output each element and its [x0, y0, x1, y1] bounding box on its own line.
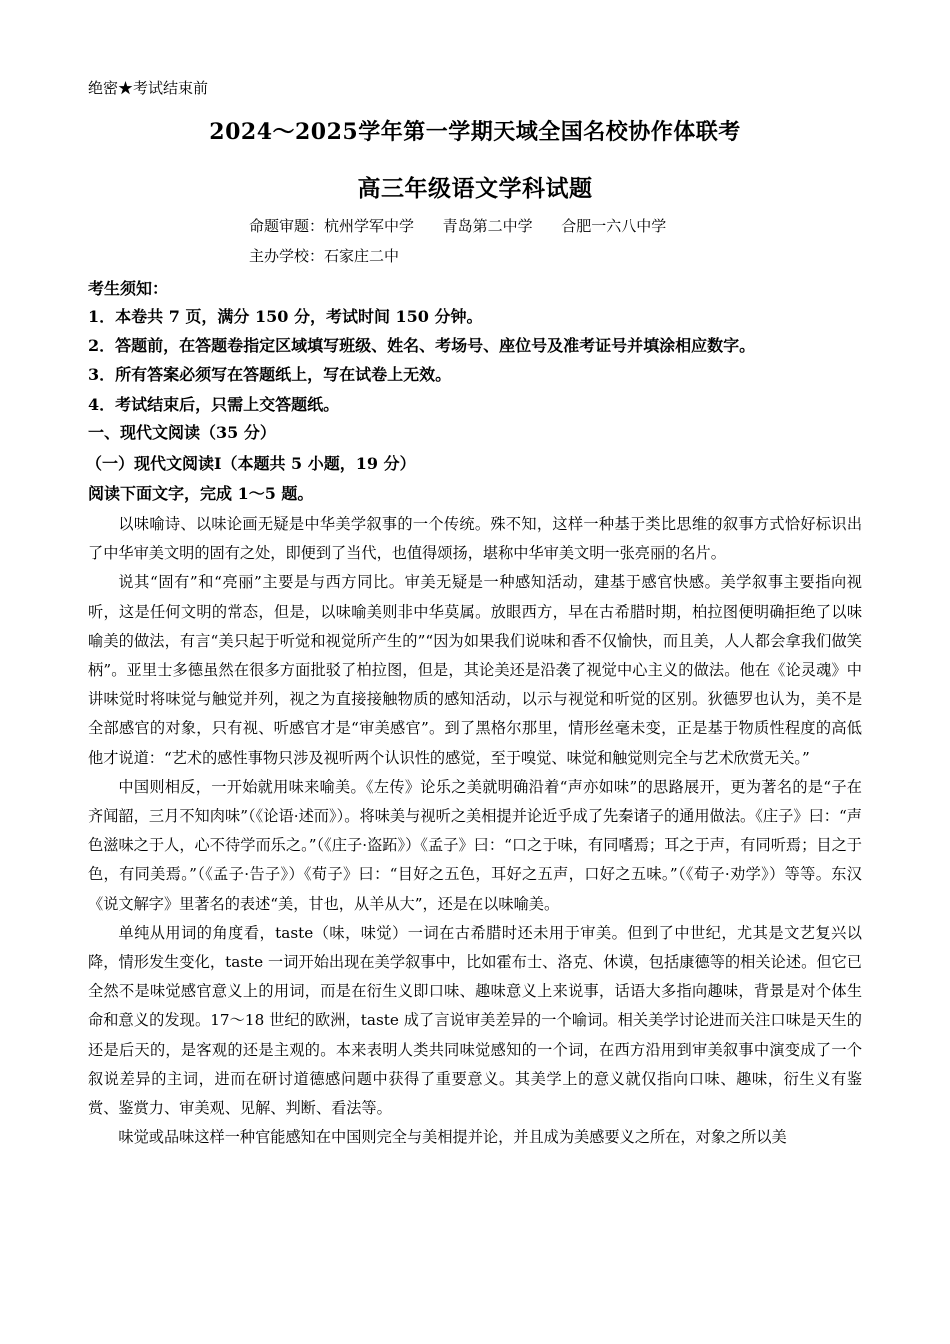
passage-paragraph: 说其“固有”和“亮丽”主要是与西方同比。审美无疑是一种感知活动，建基于感官快感。美学叙事主要指向视听，这是任何文明的常态，但是，以味喻美则非中华莫属。放眼西方，早在古希腊时期，柏拉图便明确拒绝了以味喻美的做法，有言“美只起于听觉和视觉所产生的”“因为如果我们说味和香不仅愉快，而且美，人人都会拿我们做笑柄”。亚里士多德虽然在很多方面批驳了柏拉图，但是，其论美还是沿袭了视觉中心主义的做法。他在《论灵魂》中讲味觉时将味觉与触觉并列，视之为直接接触物质的感知活动，以示与视觉和听觉的区别。狄德罗也认为，美不是全部感官的对象，只有视、听感官才是“审美感官”。到了黑格尔那里，情形丝毫未变，正是基于物质性程度的高低他才说道：“艺术的感性事物只涉及视听两个认识性的感觉，至于嗅觉、味觉和触觉则完全与艺术欣赏无关。” [88, 573, 862, 767]
notice-item: 3．所有答案必须写在答题纸上，写在试卷上无效。 [88, 365, 452, 384]
section-subtitle: （一）现代文阅读Ⅰ（本题共 5 小题，19 分） [86, 454, 416, 473]
host-school: 主办学校：石家庄二中 [249, 247, 400, 265]
passage-paragraph: 单纯从用词的角度看，taste（味，味觉）一词在古希腊时还未用于审美。但到了中世纪，尤其是文艺复兴以降，情形发生变化，taste 一词开始出现在美学叙事中，比如霍布士、洛克、休谟，包括康德等的相关论述。但它已全然不是味觉感官意义上的用词，而是在衍生义即口味、趣味意义上来说事，话语大多指向趣味，背景是对个体生命和意义的发现。17～18 世纪的欧洲，taste 成了言说审美差异的一个喻词。相关美学讨论进而关注口味是天生的还是后天的，是客观的还是主观的。本来表明人类共同味觉感知的一个词，在西方沿用到审美叙事中演变成了一个叙说差异的主词，进而在研讨道德感问题中获得了重要意义。其美学上的意义就仅指向口味、趣味，衍生义有鉴赏、鉴赏力、审美观、见解、判断、看法等。 [88, 923, 862, 1118]
section-title: 一、现代文阅读（35 分） [88, 423, 276, 442]
passage-paragraph: 以味喻诗、以味论画无疑是中华美学叙事的一个传统。殊不知，这样一种基于类比思维的叙事方式恰好标识出了中华审美文明的固有之处，即便到了当代，也值得颂扬，堪称中华审美文明一张亮丽的名片。 [88, 515, 862, 563]
passage-paragraph: 味觉或品味这样一种官能感知在中国则完全与美相提并论，并且成为美感要义之所在，对象之所以美 [118, 1128, 787, 1147]
notice-heading: 考生须知： [88, 279, 169, 298]
exam-subtitle: 高三年级语文学科试题 [357, 175, 593, 202]
notice-item: 2．答题前，在答题卷指定区域填写班级、姓名、考场号、座位号及准考证号并填涂相应数字。 [88, 336, 756, 355]
reading-passage [88, 510, 862, 1152]
passage-paragraph: 中国则相反，一开始就用味来喻美。《左传》论乐之美就明确沿着“声亦如味”的思路展开，更为著名的是“子在齐闻韶，三月不知肉味”（《论语·述而》）。将味美与视听之美相提并论近乎成了先秦诸子的通用做法。《庄子》曰：“声色滋味之于人，心不待学而乐之。”（《庄子·盗跖》）《孟子》曰：“口之于味，有同嗜焉；耳之于声，有同听焉；目之于色，有同美焉。”（《孟子·告子》）《荀子》曰：“目好之五色，耳好之五声，口好之五味。”（《荀子·劝学》）等等。东汉《说文解字》里著名的表述“美，甘也，从羊从大”，还是在以味喻美。 [88, 777, 862, 913]
notice-item: 4．考试结束后，只需上交答题纸。 [88, 395, 340, 414]
exam-title: 2024～2025学年第一学期天域全国名校协作体联考 [209, 119, 741, 145]
reading-instruction: 阅读下面文字，完成 1～5 题。 [88, 484, 314, 503]
confidential-mark: 绝密★考试结束前 [88, 79, 209, 97]
notice-item: 1．本卷共 7 页，满分 150 分，考试时间 150 分钟。 [88, 307, 483, 326]
authoring-schools: 命题审题：杭州学军中学 青岛第二中学 合肥一六八中学 [249, 217, 667, 235]
